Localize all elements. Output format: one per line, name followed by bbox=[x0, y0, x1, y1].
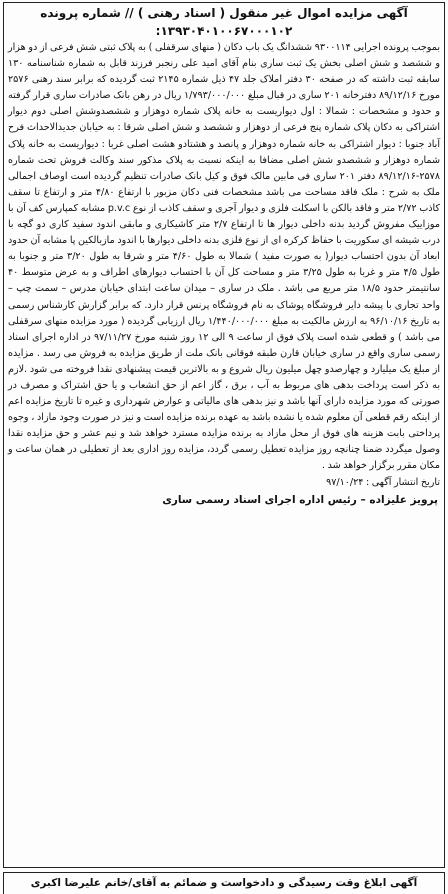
file-number: ۱۳۹۳۰۴۰۱۰۰۶۷۰۰۰۱۰۲: bbox=[155, 24, 293, 38]
auction-notice-box bbox=[3, 2, 445, 868]
publish-date: تاریخ انتشار آگهی : ۹۷/۱۰/۲۴ bbox=[326, 476, 440, 488]
notice-title: آگهی مزایده اموال غیر منقول ( اسناد رهنی ) // شماره پرونده bbox=[40, 6, 408, 20]
notice-signature: پرویز علیزاده – رئیس اداره اجرای اسناد رسمی ساری bbox=[162, 493, 438, 506]
next-notice-title: آگهی ابلاغ وقت رسیدگی و دادخواست و ضمائم به آقای/خانم علیرضا اکبری bbox=[3, 872, 445, 894]
notice-body: بموجب پرونده اجرایی ۹۳۰۰۱۱۴ ششدانگ یک باب دکان ( منهای سرقفلی ) به پلاک ثبتی شش فرعی از دو هزار و ششصد و شش اصلی بخش یک ثبت ساری بنام آقای امید علی رنجبر فرزند قابل به شماره شناسنامه ۱۳۰ سابقه ثبت داشته که در صفحه ۳۰ دفتر املاک جلد ۴۷ ذیل شماره ۲۱۴۵ ثبت گردیده که برابر سند رهنی ۲۵۷۶ مورخ ۸۹/۱۲/۱۶ دفترخانه ۲۰۱ ساری در قبال مبلغ ۱/۷۹۳/۰۰۰/۰۰۰ ریال در رهن بانک صادرات ساری قرار گرفته و حدود و مشخصات : شمالا : اول دیواریست به خانه پلاک شماره دوهزار و ششصدوشش اصلی دوم دیوار اشتراکی به دکان پلاک شماره پنج فرعی از دوهزار و ششصد و شش اصلی شرقا : به خیابان جدیدالاحداث فرح آباد جنوبا : دیوار اشتراکی به خانه شماره دوهزار و پانصد و هشتادو هشت اصلی غربا : دیواریست به خانه پلاک شماره دوهزار و ششصدو شش اصلی مضافا به اینکه نسبت به پلاک مذکور سند وکالت فروش تحت شماره ۲۵۷۸-۸۹/۱۲/۱۶ دفتر ۲۰۱ ساری فی مابین مالک فوق و کیل بانک صادرات تنظیم گردیده است اوصاف اجمالی ملک به شرح : ملک فاقد مساحت می باشد مشخصات فنی دکان مزبور با ارتفاع ۴/۸۰ متر و ارتفاع تا سقف کاذب ۲/۷۲ متر و فاقد بالکن با اسکلت فلزی و دیوار آجری و سقف کاذب از نوع p.v.c مشابه کمپارس کف آن با موزاییک مفروش گردید بدنه داخلی دیوار ها تا ارتفاع ۲/۷ متر کاشیکاری و مابقی اندود سفید کاری دو گچه با درب شیشه ای سکوریت با حفاظ کرکره ای از نوع فلزی بدنه داخلی دیوارها با اندود مازبالکین پا مشابه آن حدود ابعاد آن بدون احتساب دیوار( به صورت مفید ) شمالا به طول ۴/۶۰ متر و شرقا به طول ۳/۲۰ متر و جنوبا به طول ۴/۵ متر و غربا به طول ۳/۲۵ متر و مساحت کل آن با احتساب دیوارهای اطراف و به عرض متوسط ۴۰ سانتیمتر حدود ۱۸/۵ متر مربع می باشد . ملک در ساری – میدان ساعت ابتدای خیابان مدرس – سمت چپ – واحد تجاری با پیشه دایر فروشگاه پوشاک به نام فروشگاه پرنس قرار دارد. که برابر گزارش کارشناس رسمی به تاریخ ۹۶/۱۰/۱۶ به ارزش مالکیت به مبلغ ۱/۴۴۰/۰۰۰/۰۰۰ ریال ارزیابی گردیده ( مورد مزایده منهای سرقفلی می باشد ) و قطعی شده است پلاک فوق از ساعت ۹ الی ۱۲ روز شنبه مورخ ۹۷/۱۱/۲۷ در اداره اجرای اسناد رسمی ساری واقع در ساری خیابان قارن طبقه فوقانی بانک ملت از طریق مزایده به فروش می رسد . مزایده از مبلغ یک میلیارد و چهارصدو چهل میلیون ریال شروع و به بالاترین قیمت پیشنهادی نقدا فروخته می شود .لازم به ذکر است پرداخت بدهی های مربوط به آب ، برق ، گاز اعم از حق انشعاب و یا حق اشتراک و مصرف در صورتی که مورد مزایده دارای آنها باشد و نیز بدهی های مالیاتی و عوارض شهرداری و غیره تا تاریخ مزایده اعم از اینکه رقم قطعی آن معلوم شده یا نشده باشد به عهده برنده مزایده است و نیز در صورت وجود مازاد ، وجوه پرداختی بابت هزینه های فوق از محل مازاد به برنده مزایده مسترد خواهد شد و نیم عشر و حق مزایده نقدا وصول میگردد ضمنا چنانچه روز مزایده تعطیل رسمی گردد، مزایده روز اداری بعد از تعطیلی در همان ساعت و مکان مقرر برگزار خواهد شد . bbox=[8, 42, 440, 472]
